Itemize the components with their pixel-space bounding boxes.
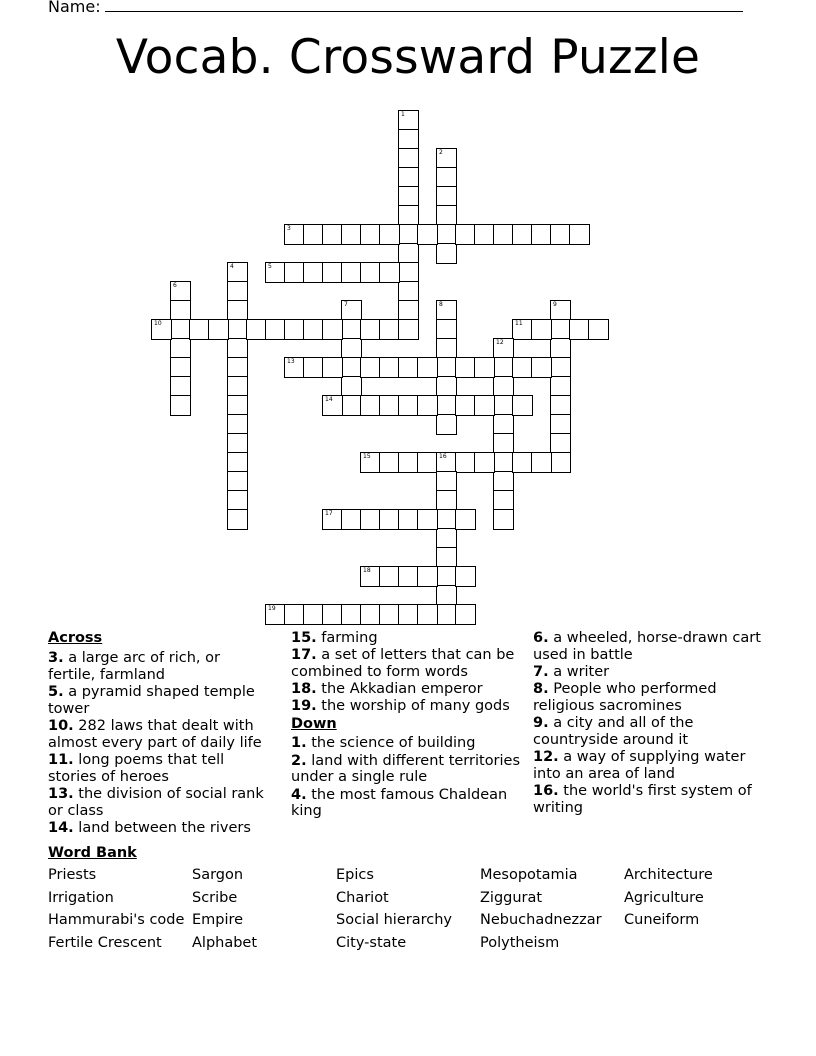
grid-cell[interactable]	[360, 452, 381, 473]
clue-num: 18.	[291, 681, 317, 698]
word-bank-item: Cuneiform	[624, 912, 700, 929]
grid-cell[interactable]	[455, 509, 476, 530]
clue-num: 14.	[48, 819, 74, 836]
grid-cell[interactable]	[322, 224, 343, 245]
grid-cell[interactable]	[360, 509, 381, 530]
clue-number: 13	[287, 358, 295, 365]
grid-cell[interactable]	[170, 319, 191, 340]
grid-cell[interactable]	[322, 357, 343, 378]
grid-cell[interactable]	[303, 319, 324, 340]
down-clue	[533, 783, 765, 817]
grid-cell[interactable]	[550, 338, 571, 359]
grid-cell[interactable]	[436, 528, 457, 549]
clue-column-2	[291, 630, 523, 821]
clue-number: 5	[268, 263, 272, 270]
clue-text: a writer	[548, 663, 610, 680]
grid-cell[interactable]	[550, 319, 571, 340]
grid-cell[interactable]	[455, 566, 476, 587]
grid-cell[interactable]	[417, 395, 438, 416]
clue-number: 19	[268, 605, 276, 612]
grid-cell[interactable]	[379, 509, 400, 530]
clue-num: 16.	[533, 783, 559, 800]
grid-cell[interactable]	[436, 604, 457, 625]
grid-cell[interactable]	[341, 509, 362, 530]
clue-number: 2	[439, 149, 443, 156]
across-clue	[48, 684, 270, 718]
clue-num: 17.	[291, 647, 317, 664]
down-clue	[291, 753, 523, 787]
word-bank-item: Architecture	[624, 867, 713, 883]
grid-cell[interactable]	[436, 338, 457, 359]
grid-cell[interactable]	[474, 452, 495, 473]
word-bank-item: Agriculture	[624, 889, 704, 906]
grid-cell[interactable]	[550, 224, 571, 245]
grid-cell[interactable]	[436, 300, 457, 321]
grid-cell[interactable]	[246, 319, 267, 340]
word-bank-item: Nebuchadnezzar	[480, 912, 602, 929]
clue-number: 6	[173, 282, 177, 289]
grid-cell[interactable]	[360, 395, 381, 416]
word-bank-item: Irrigation	[48, 889, 114, 906]
grid-cell[interactable]	[398, 509, 419, 530]
grid-cell[interactable]	[474, 224, 495, 245]
grid-cell[interactable]	[227, 357, 248, 378]
clue-number: 15	[363, 453, 371, 460]
word-bank-item: Chariot	[336, 889, 389, 906]
grid-cell[interactable]	[417, 566, 438, 587]
grid-cell[interactable]	[227, 300, 248, 321]
grid-cell[interactable]	[398, 148, 419, 169]
grid-cell[interactable]	[170, 338, 191, 359]
word-bank-item: Polytheism	[480, 934, 560, 951]
grid-cell[interactable]	[189, 319, 210, 340]
word-bank-item: Ziggurat	[480, 889, 543, 906]
grid-cell[interactable]	[436, 243, 457, 264]
down-clue	[533, 749, 765, 783]
name-blank	[105, 0, 743, 12]
grid-cell[interactable]	[360, 262, 381, 283]
clue-num: 3.	[48, 649, 64, 666]
clue-number: 18	[363, 567, 371, 574]
clue-number: 1	[401, 111, 405, 118]
name-line	[48, 0, 743, 16]
grid-cell[interactable]	[227, 376, 248, 397]
across-clue	[48, 650, 270, 684]
grid-cell[interactable]	[227, 395, 248, 416]
grid-cell[interactable]	[227, 452, 248, 473]
clue-num: 6.	[533, 630, 549, 646]
clue-number: 4	[230, 263, 234, 270]
grid-cell[interactable]	[284, 319, 305, 340]
clue-text: 282 laws that dealt with almost every part of daily life	[48, 717, 262, 751]
grid-cell[interactable]	[360, 319, 381, 340]
down-clue	[533, 630, 765, 664]
grid-cell[interactable]	[322, 395, 343, 416]
clue-number: 17	[325, 510, 333, 517]
grid-cell[interactable]	[341, 376, 362, 397]
clue-column-1	[48, 630, 270, 837]
grid-cell[interactable]	[341, 357, 362, 378]
down-clue	[533, 681, 765, 715]
across-clue	[48, 786, 270, 820]
clue-text: farming	[316, 630, 378, 646]
name-label: Name:	[48, 0, 101, 16]
clue-number: 3	[287, 225, 291, 232]
grid-cell[interactable]	[398, 186, 419, 207]
clue-text: the most famous Chaldean king	[291, 786, 508, 820]
grid-cell[interactable]	[265, 319, 286, 340]
grid-cell[interactable]	[398, 452, 419, 473]
word-bank-item: Fertile Crescent	[48, 934, 162, 951]
grid-cell[interactable]	[436, 547, 457, 568]
grid-cell[interactable]	[322, 509, 343, 530]
grid-cell[interactable]	[360, 566, 381, 587]
grid-cell[interactable]	[398, 243, 419, 264]
grid-cell[interactable]	[227, 414, 248, 435]
grid-cell[interactable]	[379, 357, 400, 378]
clue-number: 16	[439, 453, 447, 460]
grid-cell[interactable]	[436, 357, 457, 378]
grid-cell[interactable]	[398, 129, 419, 150]
across-clue	[48, 820, 270, 837]
clue-text: the world's first system of writing	[533, 783, 752, 816]
clue-text: the worship of many gods	[316, 698, 510, 715]
grid-cell[interactable]	[550, 433, 571, 454]
grid-cell[interactable]	[208, 319, 229, 340]
grid-cell[interactable]	[493, 452, 514, 473]
clue-column-3	[533, 630, 765, 817]
grid-cell[interactable]	[379, 395, 400, 416]
clue-num: 12.	[533, 749, 559, 766]
grid-cell[interactable]	[588, 319, 609, 340]
word-bank-item: Alphabet	[192, 934, 258, 951]
grid-cell[interactable]	[379, 452, 400, 473]
grid-cell[interactable]	[474, 395, 495, 416]
across-clue	[48, 752, 270, 786]
grid-cell[interactable]	[550, 395, 571, 416]
clue-text: a large arc of rich, or fertile, farmland	[48, 649, 220, 683]
clue-num: 2.	[291, 752, 307, 769]
grid-cell[interactable]	[436, 566, 457, 587]
grid-cell[interactable]	[151, 319, 172, 340]
grid-cell[interactable]	[227, 490, 248, 511]
down-clue	[533, 715, 765, 749]
grid-cell[interactable]	[493, 395, 514, 416]
grid-cell[interactable]	[474, 357, 495, 378]
grid-cell[interactable]	[512, 224, 533, 245]
word-bank-item: Priests	[48, 867, 97, 883]
clue-number: 10	[154, 320, 162, 327]
grid-cell[interactable]	[398, 566, 419, 587]
grid-cell[interactable]	[493, 509, 514, 530]
grid-cell[interactable]	[417, 224, 438, 245]
clue-text: the science of building	[306, 735, 476, 752]
clue-num: 9.	[533, 715, 549, 732]
clue-num: 1.	[291, 735, 307, 752]
word-bank-item: City-state	[336, 934, 407, 951]
grid-cell[interactable]	[341, 319, 362, 340]
grid-cell[interactable]	[436, 490, 457, 511]
grid-cell[interactable]	[303, 262, 324, 283]
grid-cell[interactable]	[417, 604, 438, 625]
clue-number: 12	[496, 339, 504, 346]
clue-num: 4.	[291, 786, 307, 803]
across-clue	[291, 630, 523, 647]
down-header: Down	[291, 715, 337, 732]
grid-cell[interactable]	[512, 395, 533, 416]
grid-cell[interactable]	[379, 566, 400, 587]
grid-cell[interactable]	[360, 224, 381, 245]
clue-text: the Akkadian emperor	[316, 681, 483, 698]
grid-cell[interactable]	[284, 224, 305, 245]
clue-number: 7	[344, 301, 348, 308]
grid-cell[interactable]	[550, 376, 571, 397]
clue-number: 8	[439, 301, 443, 308]
clue-text: land with different territories under a single rule	[291, 752, 521, 786]
grid-cell[interactable]	[227, 509, 248, 530]
grid-cell[interactable]	[512, 319, 533, 340]
word-bank-item: Social hierarchy	[336, 912, 452, 929]
clue-number: 14	[325, 396, 333, 403]
across-clue	[291, 698, 523, 715]
grid-cell[interactable]	[531, 319, 552, 340]
clue-text: a way of supplying water into an area of land	[533, 749, 746, 782]
grid-cell[interactable]	[398, 110, 419, 131]
grid-cell[interactable]	[227, 471, 248, 492]
grid-cell[interactable]	[398, 224, 419, 245]
grid-cell[interactable]	[436, 585, 457, 606]
grid-cell[interactable]	[265, 262, 286, 283]
grid-cell[interactable]	[436, 376, 457, 397]
grid-cell[interactable]	[550, 300, 571, 321]
clue-text: a wheeled, horse-drawn cart used in battle	[533, 630, 761, 663]
grid-cell[interactable]	[341, 300, 362, 321]
across-header: Across	[48, 630, 103, 646]
grid-cell[interactable]	[569, 224, 590, 245]
grid-cell[interactable]	[531, 452, 552, 473]
grid-cell[interactable]	[550, 452, 571, 473]
down-clue	[291, 735, 523, 752]
grid-cell[interactable]	[303, 224, 324, 245]
grid-cell[interactable]	[493, 490, 514, 511]
clue-text: a city and all of the countryside around it	[533, 715, 694, 748]
word-bank-item: Scribe	[192, 889, 238, 906]
word-bank-item: Hammurabi's code	[48, 912, 185, 929]
grid-cell[interactable]	[512, 452, 533, 473]
grid-cell[interactable]	[493, 414, 514, 435]
grid-cell[interactable]	[170, 281, 191, 302]
grid-cell[interactable]	[417, 357, 438, 378]
grid-cell[interactable]	[227, 319, 248, 340]
grid-cell[interactable]	[341, 262, 362, 283]
grid-cell[interactable]	[436, 509, 457, 530]
grid-cell[interactable]	[360, 604, 381, 625]
grid-cell[interactable]	[493, 471, 514, 492]
clue-text: land between the rivers	[73, 819, 251, 836]
grid-cell[interactable]	[303, 604, 324, 625]
clue-text: a pyramid shaped temple tower	[48, 683, 255, 717]
clue-num: 5.	[48, 683, 64, 700]
clue-num: 15.	[291, 630, 317, 646]
grid-cell[interactable]	[512, 357, 533, 378]
grid-cell[interactable]	[398, 300, 419, 321]
grid-cell[interactable]	[436, 395, 457, 416]
grid-cell[interactable]	[227, 338, 248, 359]
grid-cell[interactable]	[436, 319, 457, 340]
grid-cell[interactable]	[569, 319, 590, 340]
grid-cell[interactable]	[398, 319, 419, 340]
grid-cell[interactable]	[398, 262, 419, 283]
grid-cell[interactable]	[322, 262, 343, 283]
grid-cell[interactable]	[398, 604, 419, 625]
grid-cell[interactable]	[322, 319, 343, 340]
grid-cell[interactable]	[341, 395, 362, 416]
grid-cell[interactable]	[455, 224, 476, 245]
down-clue	[291, 787, 523, 821]
grid-cell[interactable]	[379, 224, 400, 245]
grid-cell[interactable]	[493, 357, 514, 378]
grid-cell[interactable]	[493, 376, 514, 397]
grid-cell[interactable]	[455, 604, 476, 625]
across-clue	[291, 647, 523, 681]
grid-cell[interactable]	[436, 471, 457, 492]
grid-cell[interactable]	[493, 224, 514, 245]
grid-cell[interactable]	[550, 357, 571, 378]
grid-cell[interactable]	[227, 433, 248, 454]
grid-cell[interactable]	[227, 262, 248, 283]
grid-cell[interactable]	[284, 262, 305, 283]
word-bank-item: Mesopotamia	[480, 867, 578, 883]
clue-num: 7.	[533, 663, 549, 680]
clue-text: the division of social rank or class	[48, 785, 264, 819]
grid-cell[interactable]	[322, 604, 343, 625]
clue-num: 10.	[48, 717, 74, 734]
grid-cell[interactable]	[341, 604, 362, 625]
grid-cell[interactable]	[227, 281, 248, 302]
grid-cell[interactable]	[379, 604, 400, 625]
clue-text: long poems that tell stories of heroes	[48, 751, 225, 785]
clue-num: 8.	[533, 681, 549, 698]
grid-cell[interactable]	[360, 357, 381, 378]
grid-cell[interactable]	[436, 167, 457, 188]
grid-cell[interactable]	[417, 509, 438, 530]
grid-cell[interactable]	[303, 357, 324, 378]
grid-cell[interactable]	[417, 452, 438, 473]
grid-cell[interactable]	[398, 395, 419, 416]
across-clue	[48, 718, 270, 752]
grid-cell[interactable]	[341, 338, 362, 359]
clue-number: 11	[515, 320, 523, 327]
grid-cell[interactable]	[398, 167, 419, 188]
grid-cell[interactable]	[436, 186, 457, 207]
grid-cell[interactable]	[379, 262, 400, 283]
grid-cell[interactable]	[265, 604, 286, 625]
grid-cell[interactable]	[436, 205, 457, 226]
grid-cell[interactable]	[493, 338, 514, 359]
clue-text: a set of letters that can be combined to form words	[291, 647, 515, 680]
grid-cell[interactable]	[170, 300, 191, 321]
grid-cell[interactable]	[379, 319, 400, 340]
grid-cell[interactable]	[455, 395, 476, 416]
grid-cell[interactable]	[436, 414, 457, 435]
word-bank-item: Epics	[336, 867, 374, 883]
clue-number: 9	[553, 301, 557, 308]
grid-cell[interactable]	[531, 357, 552, 378]
grid-cell[interactable]	[436, 452, 457, 473]
grid-cell[interactable]	[550, 414, 571, 435]
clue-num: 13.	[48, 785, 74, 802]
down-clue	[533, 664, 765, 681]
grid-cell[interactable]	[455, 452, 476, 473]
word-bank-title: Word Bank	[48, 845, 137, 861]
grid-cell[interactable]	[436, 224, 457, 245]
word-bank-item: Empire	[192, 912, 244, 929]
grid-cell[interactable]	[398, 205, 419, 226]
word-bank-item: Sargon	[192, 867, 244, 883]
grid-cell[interactable]	[531, 224, 552, 245]
clue-num: 11.	[48, 751, 74, 768]
grid-cell[interactable]	[170, 395, 191, 416]
grid-cell[interactable]	[493, 433, 514, 454]
grid-cell[interactable]	[455, 357, 476, 378]
grid-cell[interactable]	[170, 357, 191, 378]
page-title: Vocab. Crossward Puzzle	[115, 30, 701, 85]
grid-cell[interactable]	[398, 357, 419, 378]
grid-cell[interactable]	[284, 604, 305, 625]
grid-cell[interactable]	[436, 148, 457, 169]
grid-cell[interactable]	[341, 224, 362, 245]
across-clue	[291, 681, 523, 698]
grid-cell[interactable]	[398, 281, 419, 302]
clue-num: 19.	[291, 698, 317, 715]
clue-text: People who performed religious sacromines	[533, 681, 717, 714]
grid-cell[interactable]	[284, 357, 305, 378]
grid-cell[interactable]	[170, 376, 191, 397]
